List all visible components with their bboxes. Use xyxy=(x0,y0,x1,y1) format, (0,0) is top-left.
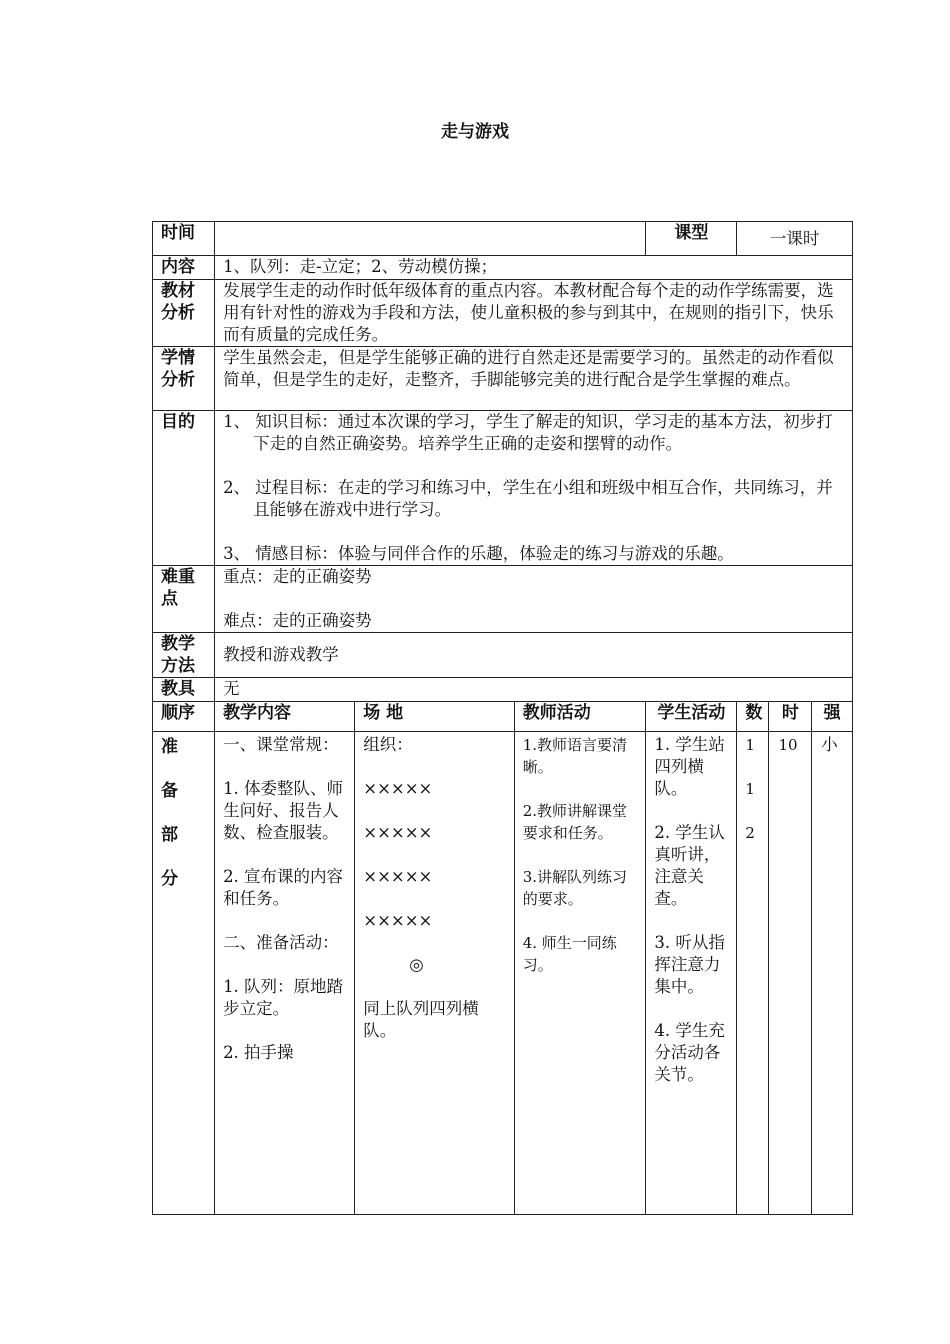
key-label: 难重点 xyxy=(153,566,215,633)
count-value: 2 xyxy=(745,824,755,842)
goals-label: 目的 xyxy=(153,411,215,566)
col-order: 顺序 xyxy=(153,702,215,732)
venue-line: 同上队列四列横队。 xyxy=(363,999,479,1040)
content-line: 1. 体委整队、师生问好、报告人数、检查服装。 xyxy=(223,779,344,842)
key-values xyxy=(215,566,853,633)
order-char: 分 xyxy=(161,869,178,889)
col-time: 时 xyxy=(769,702,812,732)
row-time xyxy=(153,222,853,256)
formation-row: ××××× xyxy=(363,823,433,842)
section-teacher xyxy=(514,732,646,1215)
goals-list xyxy=(215,411,853,566)
count-value: 1 xyxy=(745,780,755,798)
student-value: 学生虽然会走，但是学生能够正确的进行自然走还是需要学习的。虽然走的动作看似简单，但是学生的走好，走整齐，手脚能够完美的进行配合是学生掌握的难点。 xyxy=(215,347,853,411)
section-venue xyxy=(355,732,514,1215)
tools-value: 无 xyxy=(215,678,853,702)
teacher-line: 1.教师语言要清晰。 xyxy=(522,736,628,776)
student-line: 2. 学生认真听讲，注意关查。 xyxy=(654,823,725,908)
method-label: 教学方法 xyxy=(153,633,215,678)
formation-row: ××××× xyxy=(363,779,433,798)
row-method xyxy=(153,633,853,678)
order-char: 准 xyxy=(161,737,178,757)
venue-line: 组织： xyxy=(363,735,413,754)
row-material xyxy=(153,280,853,347)
time-label: 时间 xyxy=(153,222,215,256)
teacher-line: 3.讲解队列练习的要求。 xyxy=(522,868,628,908)
content-line: 2. 拍手操 xyxy=(223,1043,294,1062)
row-goals xyxy=(153,411,853,566)
row-student-analysis xyxy=(153,347,853,411)
lesson-plan-table xyxy=(152,221,853,1215)
type-label: 课型 xyxy=(646,222,737,256)
method-value: 教授和游戏教学 xyxy=(215,633,853,678)
order-char: 备 xyxy=(161,781,178,801)
tools-label: 教具 xyxy=(153,678,215,702)
order-char: 部 xyxy=(161,825,178,845)
section-order xyxy=(153,732,215,1215)
formation-row: ××××× xyxy=(363,911,433,930)
student-label: 学情分析 xyxy=(153,347,215,411)
type-value: 一课时 xyxy=(737,222,853,256)
teacher-marker: ◎ xyxy=(409,955,424,974)
content-label: 内容 xyxy=(153,256,215,280)
formation-row: ××××× xyxy=(363,867,433,886)
key-focus: 重点：走的正确姿势 xyxy=(223,567,372,586)
teacher-line: 2.教师讲解课堂要求和任务。 xyxy=(522,802,628,842)
material-value: 发展学生走的动作时低年级体育的重点内容。本教材配合每个走的动作学练需要，选用有针对性的游戏为手段和方法，使儿童积极的参与到其中，在规则的指引下，快乐而有质量的完成任务。 xyxy=(215,280,853,347)
col-content: 教学内容 xyxy=(215,702,355,732)
teacher-line: 4. 师生一同练习。 xyxy=(522,934,617,974)
student-line: 4. 学生充分活动各关节。 xyxy=(654,1021,725,1084)
student-line: 3. 听从指挥注意力集中。 xyxy=(654,933,725,996)
col-intensity: 强 xyxy=(812,702,853,732)
goal-item: 3、 情感目标：体验与同伴合作的乐趣，体验走的练习与游戏的乐趣。 xyxy=(223,544,734,563)
section-intensity: 小 xyxy=(812,732,853,1215)
col-students: 学生活动 xyxy=(646,702,737,732)
goal-item: 1、 知识目标：通过本次课的学习，学生了解走的知识，学习走的基本方法，初步打下走的自然正确姿势。培养学生正确的走姿和摆臂的动作。 xyxy=(223,412,833,453)
content-line: 一、课堂常规： xyxy=(223,735,339,754)
section-content xyxy=(215,732,355,1215)
section-time: 10 xyxy=(769,732,812,1215)
col-count: 数 xyxy=(737,702,769,732)
section-count xyxy=(737,732,769,1215)
section-students xyxy=(646,732,737,1215)
row-key-points xyxy=(153,566,853,633)
content-value: 1、队列：走-立定；2、劳动模仿操； xyxy=(215,256,853,280)
page-title: 走与游戏 xyxy=(441,122,509,142)
row-tools xyxy=(153,678,853,702)
time-value xyxy=(215,222,646,256)
student-line: 1. 学生站四列横队。 xyxy=(654,735,725,798)
content-line: 二、准备活动： xyxy=(223,933,339,952)
content-line: 1. 队列：原地踏步立定。 xyxy=(223,977,344,1018)
count-value: 1 xyxy=(745,736,755,754)
col-venue: 场 地 xyxy=(355,702,514,732)
key-difficulty: 难点：走的正确姿势 xyxy=(223,611,372,630)
col-teacher: 教师活动 xyxy=(514,702,646,732)
goal-item: 2、 过程目标：在走的学习和练习中，学生在小组和班级中相互合作，共同练习，并且能够在游戏中进行学习。 xyxy=(223,478,833,519)
content-line: 2. 宣布课的内容和任务。 xyxy=(223,867,344,908)
row-content xyxy=(153,256,853,280)
column-header-row xyxy=(153,702,853,732)
section-row-preparation xyxy=(153,732,853,1215)
material-label: 教材分析 xyxy=(153,280,215,347)
